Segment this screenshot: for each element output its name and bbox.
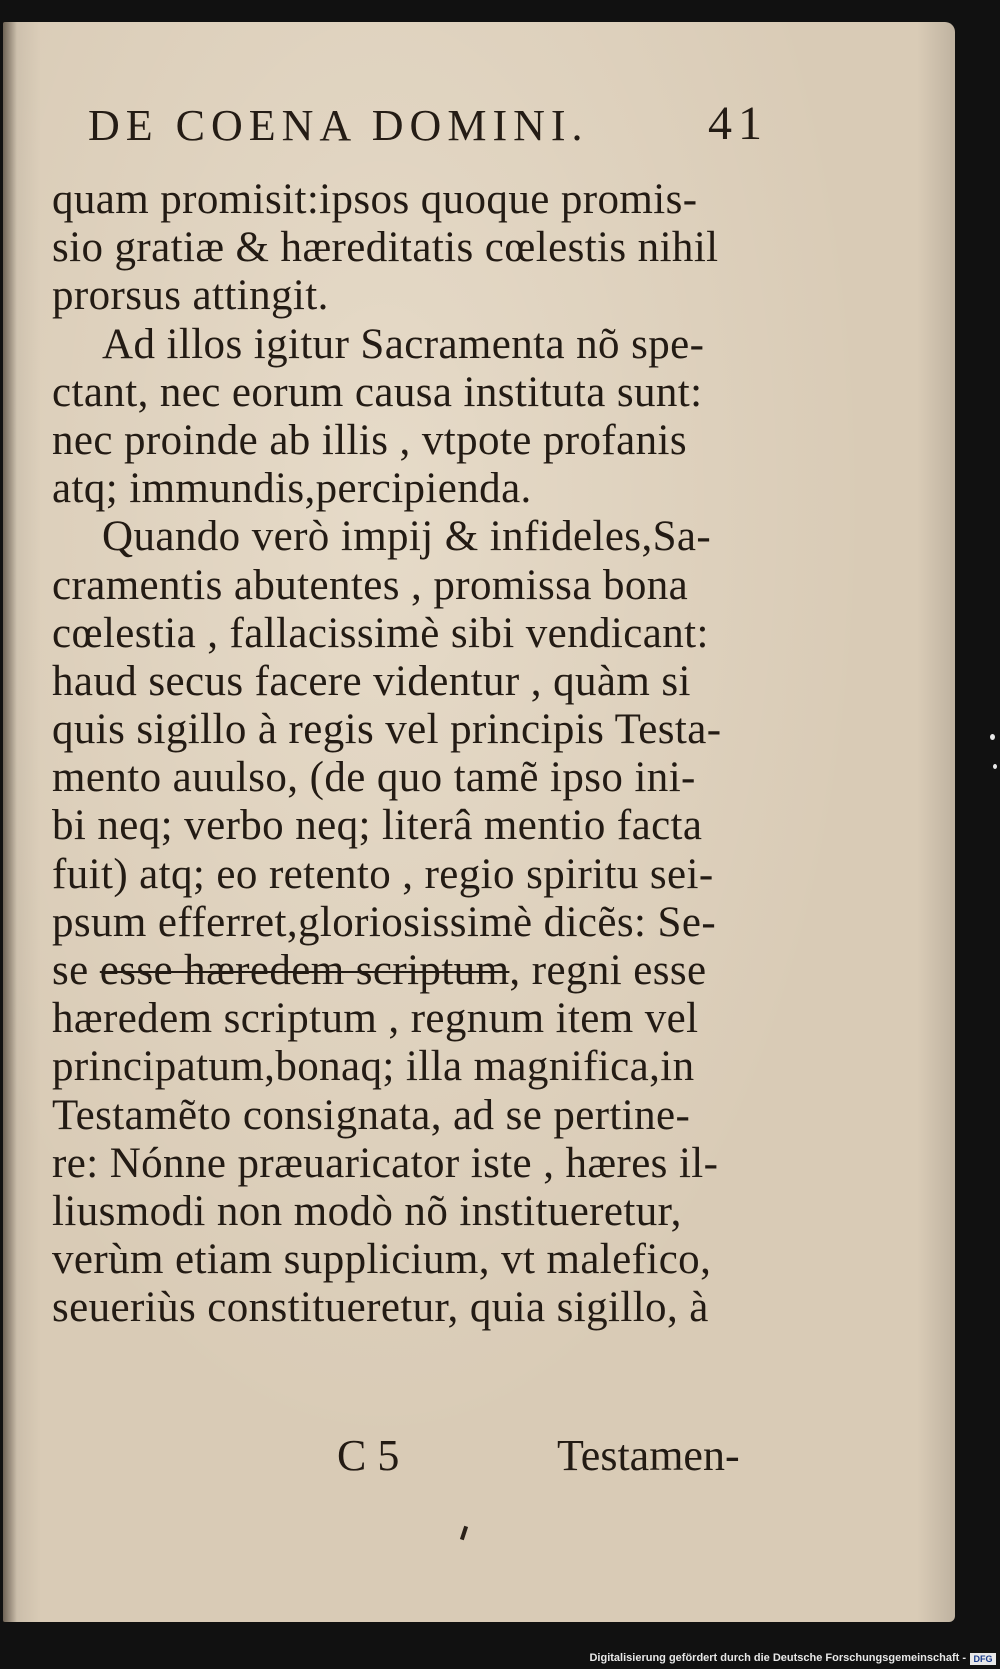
text-line: nec proinde ab illis , vtpote profanis (52, 416, 687, 464)
text-line: principatum,bonaq; illa magnifica,in (52, 1043, 695, 1091)
text-line: re: Nónne præuaricator iste , hæres il- (52, 1139, 719, 1187)
text-line: psum efferret,gloriosissimè dicẽs: Se- (52, 898, 717, 946)
text-line: quam promisit:ipsos quoque promis- (52, 176, 698, 223)
text-line: liusmodi non modò nõ institueretur, (52, 1187, 682, 1235)
text-line: mento auulso, (de quo tamẽ ipso ini- (52, 754, 696, 802)
text-line: verùm etiam supplicium, vt malefico, (52, 1236, 712, 1284)
text-line: seueriùs constitueretur, quia sigillo, à (52, 1284, 709, 1332)
text-line: cramentis abutentes , promissa bona (52, 561, 689, 609)
catchword: Testamen- (557, 1431, 740, 1480)
text-line: prorsus attingit. (52, 272, 329, 320)
page-number: 41 (708, 97, 768, 150)
page-footer (52, 1430, 782, 1486)
text-line: Testamẽto consignata, ad se pertine- (52, 1091, 691, 1139)
text-line: Ad illos igitur Sacramenta nõ spe- (102, 320, 705, 368)
text-line: sio gratiæ & hæreditatis cœlestis nihil (52, 224, 719, 272)
page-header (88, 97, 788, 170)
text-line: quis sigillo à regis vel principis Testa- (52, 706, 722, 754)
struck-out-text: esse hæredem scriptum (99, 947, 510, 994)
running-head: DE COENA DOMINI. (88, 101, 589, 150)
text-line: fuit) atq; eo retento , regio spiritu sei- (52, 850, 714, 898)
signature-mark: C 5 (337, 1431, 400, 1480)
digitization-credit: Digitalisierung gefördert durch die Deutsche Forschungsgemeinschaft - (589, 1652, 966, 1664)
text-line: bi neq; verbo neq; literâ mentio facta (52, 802, 703, 850)
text-line: cœlestia , fallacissimè sibi vendicant: (52, 609, 709, 657)
text-line-struck (52, 947, 782, 995)
dfg-logo: DFG (970, 1653, 996, 1665)
struck-line-prefix: se (52, 947, 100, 994)
dust-speck (993, 764, 997, 769)
body-text (52, 176, 782, 1333)
text-line: haud secus facere videntur , quàm si (52, 657, 691, 705)
text-line: hæredem scriptum , regnum item vel (52, 995, 699, 1043)
dust-speck (990, 734, 995, 740)
text-line: atq; immundis,percipienda. (52, 465, 532, 513)
text-line: ctant, nec eorum causa instituta sunt: (52, 368, 703, 416)
text-line: Quando verò impij & infideles,Sa- (102, 513, 712, 561)
struck-line-suffix: , regni esse (509, 947, 707, 994)
spine-shadow (3, 22, 17, 1622)
